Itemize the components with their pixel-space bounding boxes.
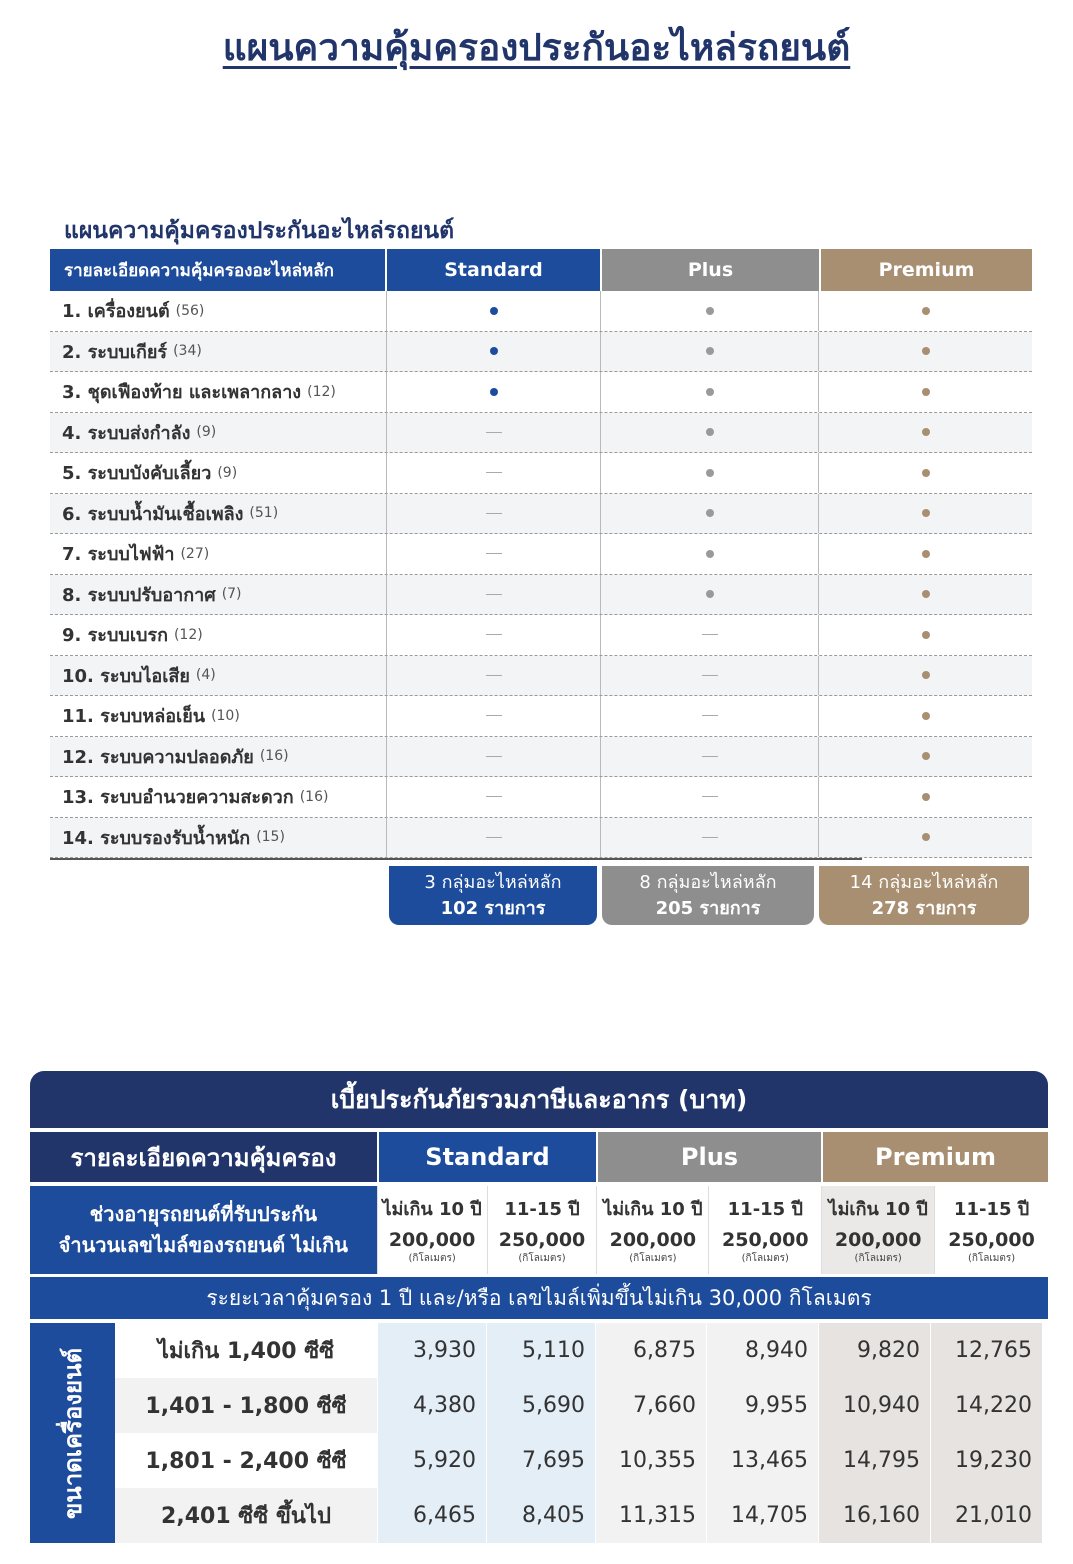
premium-value: 8,405 [486, 1488, 595, 1543]
coverage-cell-standard [387, 737, 601, 777]
vehicle-age: 11-15 ปี [727, 1199, 803, 1220]
coverage-cell-plus [601, 413, 819, 453]
coverage-cell-premium [819, 737, 1032, 777]
coverage-summary [389, 866, 1029, 925]
coverage-row [50, 575, 1032, 616]
not-covered-dash-icon [486, 513, 502, 514]
part-count: (9) [196, 424, 217, 441]
premium-value: 5,110 [486, 1323, 595, 1378]
coverage-header-premium: Premium [821, 249, 1032, 291]
covered-dot-icon [706, 590, 714, 598]
coverage-cell-plus [601, 737, 819, 777]
not-covered-dash-icon [702, 837, 718, 838]
part-count: (56) [175, 302, 205, 319]
coverage-cell-standard [387, 696, 601, 736]
coverage-title: แผนความคุ้มครองประกันอะไหล่รถยนต์ [64, 218, 455, 244]
coverage-row [50, 453, 1032, 494]
coverage-row-name [50, 372, 387, 412]
coverage-row-name [50, 777, 387, 817]
part-group-name: 11. ระบบหล่อเย็น [62, 706, 206, 728]
part-group-name: 9. ระบบเบรก [62, 625, 168, 647]
covered-dot-icon [922, 469, 930, 477]
covered-dot-icon [922, 428, 930, 436]
premium-value: 9,820 [818, 1323, 930, 1378]
premium-value: 19,230 [930, 1433, 1042, 1488]
coverage-cell-premium [819, 372, 1032, 412]
premium-value: 21,010 [930, 1488, 1042, 1543]
part-group-name: 2. ระบบเกียร์ [62, 341, 168, 363]
part-count: (4) [195, 667, 216, 684]
summary-plus [602, 866, 814, 925]
covered-dot-icon [922, 509, 930, 517]
premium-value: 13,465 [706, 1433, 818, 1488]
covered-dot-icon [922, 752, 930, 760]
engine-size: ไม่เกิน 1,400 ซีซี [115, 1323, 377, 1378]
coverage-header-standard: Standard [387, 249, 600, 291]
covered-dot-icon [922, 388, 930, 396]
mileage-unit: (กิโลเมตร) [967, 1253, 1016, 1264]
part-count: (16) [259, 748, 289, 765]
coverage-cell-plus [601, 453, 819, 493]
covered-dot-icon [706, 550, 714, 558]
engine-size-label: ขนาดเครื่องยนต์ [30, 1323, 115, 1543]
coverage-cell-standard [387, 656, 601, 696]
engine-size: 1,801 - 2,400 ซีซี [115, 1433, 377, 1488]
premium-header-standard: Standard [379, 1132, 596, 1182]
coverage-row-name [50, 534, 387, 574]
coverage-cell-plus [601, 494, 819, 534]
covered-dot-icon [706, 509, 714, 517]
subheader-label-mileage: จำนวนเลขไมล์ของรถยนต์ ไม่เกิน [58, 1233, 348, 1257]
premium-row [115, 1433, 1048, 1488]
part-group-name: 4. ระบบส่งกำลัง [62, 422, 191, 444]
premium-value: 11,315 [595, 1488, 706, 1543]
coverage-cell-standard [387, 372, 601, 412]
not-covered-dash-icon [486, 432, 502, 433]
summary-premium-items: 278 รายการ [871, 897, 977, 919]
mileage-unit: (กิโลเมตร) [518, 1253, 566, 1264]
coverage-cell-plus [601, 777, 819, 817]
coverage-rows [50, 291, 1032, 858]
premium-value: 10,355 [595, 1433, 706, 1488]
coverage-cell-standard [387, 291, 601, 331]
mileage-unit: (กิโลเมตร) [629, 1253, 677, 1264]
mileage-unit: (กิโลเมตร) [854, 1253, 902, 1264]
not-covered-dash-icon [486, 796, 502, 797]
covered-dot-icon [490, 388, 498, 396]
covered-dot-icon [922, 631, 930, 639]
coverage-row [50, 737, 1032, 778]
coverage-row [50, 494, 1032, 535]
premium-table-title: เบี้ยประกันภัยรวมภาษีและอากร (บาท) [30, 1071, 1048, 1128]
coverage-cell-standard [387, 332, 601, 372]
summary-standard-groups: 3 กลุ่มอะไหล่หลัก [424, 871, 562, 893]
summary-standard [389, 866, 597, 925]
premium-header-detail: รายละเอียดความคุ้มครอง [30, 1132, 377, 1182]
coverage-cell-plus [601, 615, 819, 655]
part-group-name: 3. ชุดเฟืองท้าย และเพลากลาง [62, 382, 302, 404]
subheader-column [934, 1186, 1048, 1274]
premium-value: 3,930 [377, 1323, 486, 1378]
covered-dot-icon [490, 347, 498, 355]
vehicle-age: ไม่เกิน 10 ปี [382, 1199, 482, 1220]
not-covered-dash-icon [702, 715, 718, 716]
coverage-cell-premium [819, 534, 1032, 574]
covered-dot-icon [922, 793, 930, 801]
premium-value: 7,660 [595, 1378, 706, 1433]
coverage-cell-standard [387, 575, 601, 615]
premium-value: 14,795 [818, 1433, 930, 1488]
engine-size: 2,401 ซีซี ขึ้นไป [115, 1488, 377, 1543]
not-covered-dash-icon [486, 675, 502, 676]
summary-premium-groups: 14 กลุ่มอะไหล่หลัก [849, 871, 999, 893]
summary-standard-items: 102 รายการ [440, 897, 546, 919]
not-covered-dash-icon [486, 553, 502, 554]
part-group-name: 7. ระบบไฟฟ้า [62, 544, 175, 566]
coverage-row-name [50, 818, 387, 858]
not-covered-dash-icon [486, 634, 502, 635]
main-title: แผนความคุ้มครองประกันอะไหล่รถยนต์ [222, 26, 851, 69]
coverage-cell-plus [601, 818, 819, 858]
mileage-limit: 200,000 [388, 1229, 476, 1251]
premium-value: 12,765 [930, 1323, 1042, 1378]
coverage-cell-premium [819, 453, 1032, 493]
covered-dot-icon [922, 671, 930, 679]
coverage-cell-plus [601, 534, 819, 574]
premium-row [115, 1378, 1048, 1433]
coverage-cell-plus [601, 696, 819, 736]
premium-value: 6,875 [595, 1323, 706, 1378]
coverage-cell-plus [601, 372, 819, 412]
premium-value: 9,955 [706, 1378, 818, 1433]
not-covered-dash-icon [486, 594, 502, 595]
mileage-limit: 200,000 [609, 1229, 697, 1251]
covered-dot-icon [706, 347, 714, 355]
part-count: (27) [180, 545, 210, 562]
covered-dot-icon [706, 307, 714, 315]
coverage-cell-premium [819, 615, 1032, 655]
coverage-row [50, 696, 1032, 737]
premium-value: 14,705 [706, 1488, 818, 1543]
premium-value: 5,920 [377, 1433, 486, 1488]
vehicle-age: ไม่เกิน 10 ปี [828, 1199, 928, 1220]
coverage-cell-standard [387, 453, 601, 493]
subheader-column [487, 1186, 597, 1274]
premium-header-plus: Plus [598, 1132, 821, 1182]
coverage-row [50, 656, 1032, 697]
coverage-cell-standard [387, 818, 601, 858]
premium-row [115, 1488, 1048, 1543]
part-count: (12) [307, 383, 336, 400]
coverage-cell-standard [387, 413, 601, 453]
part-group-name: 8. ระบบปรับอากาศ [62, 584, 216, 606]
part-count: (12) [173, 626, 203, 643]
part-count: (51) [249, 505, 279, 522]
covered-dot-icon [922, 347, 930, 355]
premium-table-header [30, 1132, 1048, 1182]
coverage-row-name [50, 332, 387, 372]
part-count: (34) [173, 343, 202, 360]
part-count: (9) [217, 464, 238, 481]
coverage-cell-plus [601, 656, 819, 696]
part-group-name: 5. ระบบบังคับเลี้ยว [62, 463, 212, 485]
coverage-row-name [50, 615, 387, 655]
coverage-period: ระยะเวลาคุ้มครอง 1 ปี และ/หรือ เลขไมล์เพิ่มขึ้นไม่เกิน 30,000 กิโลเมตร [30, 1277, 1048, 1319]
part-count: (15) [256, 829, 285, 846]
not-covered-dash-icon [702, 675, 718, 676]
mileage-limit: 250,000 [498, 1229, 586, 1251]
coverage-row [50, 372, 1032, 413]
covered-dot-icon [922, 712, 930, 720]
coverage-row [50, 534, 1032, 575]
vehicle-age: 11-15 ปี [504, 1199, 580, 1220]
coverage-cell-premium [819, 777, 1032, 817]
coverage-row [50, 615, 1032, 656]
coverage-row-name [50, 656, 387, 696]
mileage-limit: 250,000 [722, 1229, 809, 1251]
mileage-limit: 250,000 [948, 1229, 1035, 1251]
coverage-row-name [50, 737, 387, 777]
covered-dot-icon [706, 428, 714, 436]
subheader-column [596, 1186, 708, 1274]
premium-value: 4,380 [377, 1378, 486, 1433]
coverage-cell-premium [819, 332, 1032, 372]
coverage-cell-premium [819, 696, 1032, 736]
coverage-row-name [50, 413, 387, 453]
coverage-cell-premium [819, 291, 1032, 331]
part-group-name: 6. ระบบน้ำมันเชื้อเพลิง [62, 503, 244, 525]
coverage-header-detail: รายละเอียดความคุ้มครองอะไหล่หลัก [50, 249, 385, 291]
vehicle-age: ไม่เกิน 10 ปี [603, 1199, 703, 1220]
coverage-row [50, 291, 1032, 332]
coverage-row [50, 818, 1032, 859]
coverage-cell-premium [819, 575, 1032, 615]
covered-dot-icon [922, 550, 930, 558]
premium-table [30, 1071, 1048, 1543]
premium-value: 5,690 [486, 1378, 595, 1433]
coverage-header-plus: Plus [602, 249, 819, 291]
part-count: (16) [299, 788, 329, 805]
summary-plus-items: 205 รายการ [655, 897, 761, 919]
part-group-name: 1. เครื่องยนต์ [62, 301, 170, 323]
premium-value: 10,940 [818, 1378, 930, 1433]
part-count: (10) [211, 707, 240, 724]
coverage-row [50, 332, 1032, 373]
coverage-row-name [50, 575, 387, 615]
not-covered-dash-icon [702, 634, 718, 635]
subheader-column [708, 1186, 821, 1274]
coverage-table [50, 249, 1032, 860]
coverage-cell-premium [819, 818, 1032, 858]
subheader-column [821, 1186, 934, 1274]
coverage-cell-plus [601, 575, 819, 615]
not-covered-dash-icon [702, 796, 718, 797]
coverage-cell-plus [601, 332, 819, 372]
not-covered-dash-icon [486, 756, 502, 757]
covered-dot-icon [922, 307, 930, 315]
coverage-row-name [50, 696, 387, 736]
part-count: (7) [221, 586, 242, 603]
premium-value: 7,695 [486, 1433, 595, 1488]
coverage-cell-standard [387, 534, 601, 574]
covered-dot-icon [490, 307, 498, 315]
premium-body [30, 1323, 1048, 1543]
not-covered-dash-icon [486, 472, 502, 473]
coverage-row-name [50, 494, 387, 534]
premium-value: 16,160 [818, 1488, 930, 1543]
subheader-label-age: ช่วงอายุรถยนต์ที่รับประกัน [89, 1202, 317, 1226]
coverage-cell-plus [601, 291, 819, 331]
covered-dot-icon [922, 833, 930, 841]
premium-value: 8,940 [706, 1323, 818, 1378]
not-covered-dash-icon [486, 715, 502, 716]
covered-dot-icon [706, 469, 714, 477]
coverage-bottom-line [50, 858, 862, 860]
subheader-column [377, 1186, 487, 1274]
coverage-cell-standard [387, 494, 601, 534]
covered-dot-icon [706, 388, 714, 396]
mileage-unit: (กิโลเมตร) [741, 1253, 789, 1264]
part-group-name: 13. ระบบอำนวยความสะดวก [62, 787, 294, 809]
summary-premium [819, 866, 1029, 925]
coverage-row-name [50, 291, 387, 331]
premium-value: 6,465 [377, 1488, 486, 1543]
part-group-name: 12. ระบบความปลอดภัย [62, 746, 254, 768]
coverage-cell-standard [387, 615, 601, 655]
premium-row [115, 1323, 1048, 1378]
coverage-row [50, 413, 1032, 454]
not-covered-dash-icon [702, 756, 718, 757]
coverage-cell-premium [819, 494, 1032, 534]
coverage-cell-premium [819, 656, 1032, 696]
coverage-row-name [50, 453, 387, 493]
premium-subheader [30, 1186, 1048, 1274]
summary-plus-groups: 8 กลุ่มอะไหล่หลัก [639, 871, 777, 893]
premium-header-premium: Premium [823, 1132, 1048, 1182]
mileage-limit: 200,000 [834, 1229, 922, 1251]
coverage-cell-standard [387, 777, 601, 817]
vehicle-age: 11-15 ปี [953, 1199, 1030, 1220]
not-covered-dash-icon [486, 837, 502, 838]
engine-size: 1,401 - 1,800 ซีซี [115, 1378, 377, 1433]
coverage-cell-premium [819, 413, 1032, 453]
covered-dot-icon [922, 590, 930, 598]
premium-value: 14,220 [930, 1378, 1042, 1433]
part-group-name: 14. ระบบรองรับน้ำหนัก [62, 827, 251, 849]
premium-rows [115, 1323, 1048, 1543]
coverage-header [50, 249, 1032, 291]
subheader-label [30, 1186, 377, 1274]
coverage-row [50, 777, 1032, 818]
mileage-unit: (กิโลเมตร) [408, 1253, 456, 1264]
part-group-name: 10. ระบบไอเสีย [62, 665, 190, 687]
